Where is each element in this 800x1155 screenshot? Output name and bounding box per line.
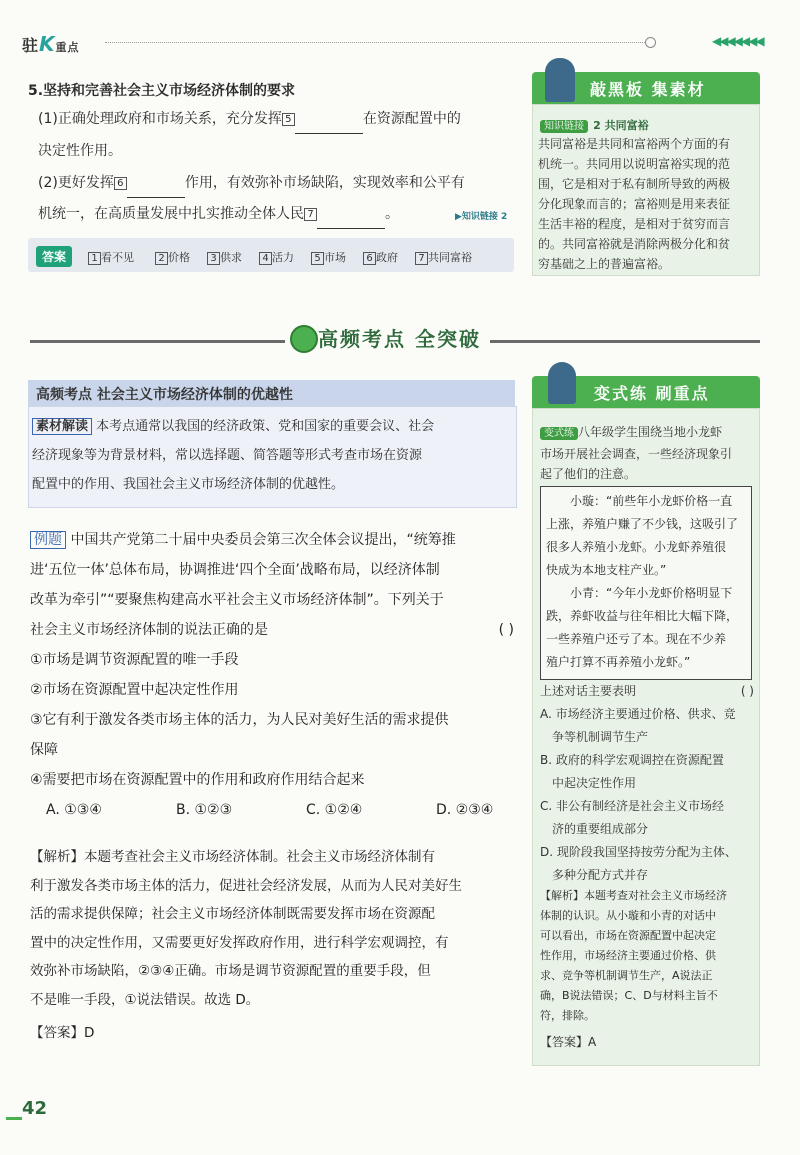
banner-line-right [490,340,760,343]
quote-line: 小青：“今年小龙虾价格明显下 [570,586,733,600]
answer-text: 看不见 [101,251,134,264]
section5-p1 [38,104,518,134]
answer-num: 3 [207,252,220,265]
section5-p1-cont: 决定性作用。 [38,143,122,159]
answer-item [363,249,398,265]
option-statement: 保障 [30,742,58,758]
variant-tag: 变式练 [540,427,578,440]
blank-line-6[interactable] [127,182,185,198]
p2-end: 。 [385,206,399,222]
hf-material-text [32,412,502,499]
explanation-line: 不是唯一手段，①说法错误。故选 D。 [30,991,260,1008]
side2-exp-line: 求、竞争等机制调节生产，A说法正 [540,969,713,982]
side2-exp-line: 性作用，市场经济主要通过价格、供 [540,949,716,962]
logo-k: K [39,32,56,56]
side2-option-cont: 中起决定性作用 [552,776,637,790]
side-card-1-body [538,134,760,274]
example-line: 中国共产党第二十届中央委员会第三次全体会议提出，“统筹推 [70,532,456,548]
choice-c[interactable]: C. ①②④ [306,802,363,818]
choice-b[interactable]: B. ①②③ [176,802,233,818]
example-explanation [30,843,520,1048]
logo-text-post: 重点 [55,41,80,54]
side1-line: 围，它是相对于私有制所导致的两极 [538,177,731,191]
answer-text: 价格 [168,251,190,264]
blank-number-6: 6 [114,177,127,190]
p2-text-c: 机统一，在高质量发展中扎实推动全体人民 [38,206,304,222]
header-divider [105,42,645,43]
answer-paren[interactable]: ( ) [498,622,514,638]
side2-option[interactable]: B. 政府的科学宏观调控在资源配置 [540,753,724,767]
side2-option[interactable]: A. 市场经济主要通过价格、供求、竞 [540,707,736,721]
option-statement: ②市场在资源配置中起决定性作用 [30,682,239,698]
side2-option[interactable]: C. 非公有制经济是社会主义市场经 [540,799,725,813]
intro-line: 起了他们的注意。 [540,467,637,481]
page-number: 42 [22,1098,48,1119]
hf-heading: 高频考点 社会主义市场经济体制的优越性 [36,387,293,403]
answer-item [311,249,346,265]
example-line: 进‘五位一体’总体布局，协调推进‘四个全面’战略布局，以经济体制 [30,562,440,578]
side1-line: 共同富裕是共同和富裕两个方面的有 [538,137,731,151]
logo-text-pre: 驻 [22,36,40,55]
section5-p2 [38,168,518,198]
side2-option-cont: 争等机制调节生产 [552,730,649,744]
hf-line: 本考点通常以我国的经济政策、党和国家的重要会议、社会 [96,419,435,434]
hf-line: 经济现象等为背景材料，常以选择题、简答题等形式考查市场在资源 [32,448,423,463]
section5-p2-cont [38,199,518,229]
explanation-line: 置中的决定性作用，又需要更好发挥政府作用，进行科学宏观调控，有 [30,934,449,951]
side2-option[interactable]: D. 现阶段我国坚持按劳分配为主体、 [540,845,737,859]
example-line: 改革为牵引”“要聚焦构建高水平社会主义市场经济体制”。下列关于 [30,592,444,608]
intro-line: 八年级学生围绕当地小龙虾 [578,425,723,439]
answer-label: 答案 [36,246,72,267]
header-dot-icon [645,37,656,48]
character-icon [545,58,575,102]
answer-num: 2 [155,252,168,265]
knowledge-link[interactable]: ▶知识链接 2 [455,212,508,222]
blank-line-5[interactable] [295,118,363,134]
side-card-1-title: 敲黑板 集素材 [590,80,706,99]
banner-title: 高频考点 全突破 [318,327,481,351]
answer-num: 1 [88,252,101,265]
answer-text: 活力 [272,251,294,264]
answer-item [155,249,190,265]
blank-line-7[interactable] [317,213,385,229]
side-card-1-tagline [540,114,649,133]
example-line: 社会主义市场经济体制的说法正确的是 [30,622,268,638]
answer-num: 7 [415,252,428,265]
side1-line: 穷基础之上的普遍富裕。 [538,257,671,271]
quote-line: 很多人养殖小龙虾。小龙虾养殖很 [546,540,727,554]
side2-exp-line: 【解析】本题考查对社会主义市场经济 [540,889,727,902]
answer-num: 4 [259,252,272,265]
p1-text-a: (1)正确处理政府和市场关系，充分发挥 [38,111,282,127]
brand-logo [22,32,80,56]
side-card-2-question [540,680,758,887]
answer-text: 共同富裕 [428,251,472,264]
side2-option-cont: 济的重要组成部分 [552,822,649,836]
quote-line: 跌，养虾收益与往年相比大幅下降， [546,609,739,623]
side1-line: 分化现象而言的；富裕则是用来表征 [538,197,731,211]
side2-exp-line: 体制的认识。从小璇和小青的对话中 [540,909,716,922]
example-answer: 【答案】D [30,1025,95,1041]
quote-line: 殖户打算不再养殖小龙虾。” [546,655,691,669]
option-statement: ③它有利于激发各类市场主体的活力，为人民对美好生活的需求提供 [30,712,449,728]
quote-line: 上涨，养殖户赚了不少钱，这吸引了 [546,517,739,531]
p1-text-b: 在资源配置中的 [362,111,461,127]
globe-icon [290,325,318,353]
side2-question-text: 上述对话主要表明 [540,684,637,698]
side1-line: 生活丰裕的程度，是相对于贫穷而言 [538,217,731,231]
side2-option-cont: 多种分配方式并存 [552,868,649,882]
quote-line: 小璇：“前些年小龙虾价格一直 [570,494,733,508]
blank-number-5: 5 [282,113,295,126]
explanation-line: 效弥补市场缺陷，②③④正确。市场是调节资源配置的重要手段，但 [30,963,431,979]
answer-item [259,249,294,265]
side-card-1-subtitle: 2 共同富裕 [593,119,649,132]
choice-a[interactable]: A. ①③④ [46,802,102,818]
side1-line: 的。共同富裕就是消除两极分化和贫 [538,237,731,251]
blank-number-7: 7 [304,208,317,221]
banner-line-left [30,340,285,343]
quote-line: 一些养殖户还亏了本。现在不少养 [546,632,727,646]
side-card-2-explanation [540,886,758,1052]
material-tag: 素材解读 [32,418,92,435]
answer-text: 市场 [324,251,346,264]
example-tag: 例题 [30,531,66,549]
intro-line: 市场开展社会调查，一些经济现象引 [540,447,733,461]
section-title: 5.坚持和完善社会主义市场经济体制的要求 [28,83,296,99]
side2-answer: 【答案】A [540,1035,597,1049]
quote-line: 快成为本地支柱产业。” [546,563,667,577]
explanation-line: 利于激发各类市场主体的活力，促进社会经济发展，从而为人民对美好生 [30,877,462,894]
page-marker-icon [6,1103,22,1120]
answer-num: 6 [363,252,376,265]
explanation-line: 【解析】本题考查社会主义市场经济体制。社会主义市场经济体制有 [30,849,435,865]
p2-text-a: (2)更好发挥 [38,175,114,191]
answer-item [415,249,472,265]
side2-exp-line: 可以看出，市场在资源配置中起决定 [540,929,716,942]
answer-num: 5 [311,252,324,265]
header-arrows-icon: ◀◀◀◀◀◀◀ [712,34,763,48]
example-question [30,525,520,825]
dialogue-text [546,490,746,674]
answer-text: 政府 [376,251,398,264]
option-statement: ④需要把市场在资源配置中的作用和政府作用结合起来 [30,772,365,788]
side2-exp-line: 确，B说法错误；C、D与材料主旨不 [540,989,718,1002]
side-card-2-title: 变式练 刷重点 [594,384,710,403]
choice-d[interactable]: D. ②③④ [436,802,494,818]
side1-line: 机统一。共同用以说明富裕实现的范 [538,157,731,171]
explanation-line: 活的需求提供保障；社会主义市场经济体制既需要发挥市场在资源配 [30,906,435,922]
side2-exp-line: 符，排除。 [540,1009,595,1022]
answer-item [88,249,134,265]
option-statement: ①市场是调节资源配置的唯一手段 [30,652,239,668]
knowledge-link-tag: 知识链接 [540,120,588,133]
answer-text: 供求 [220,251,242,264]
answer-item [207,249,242,265]
side-card-2-intro [540,422,758,484]
hf-line: 配置中的作用、我国社会主义市场经济体制的优越性。 [32,477,345,492]
character-icon [548,362,576,404]
side2-answer-paren[interactable]: ( ) [740,684,754,698]
p2-text-b: 作用，有效弥补市场缺陷，实现效率和公平有 [184,175,465,191]
